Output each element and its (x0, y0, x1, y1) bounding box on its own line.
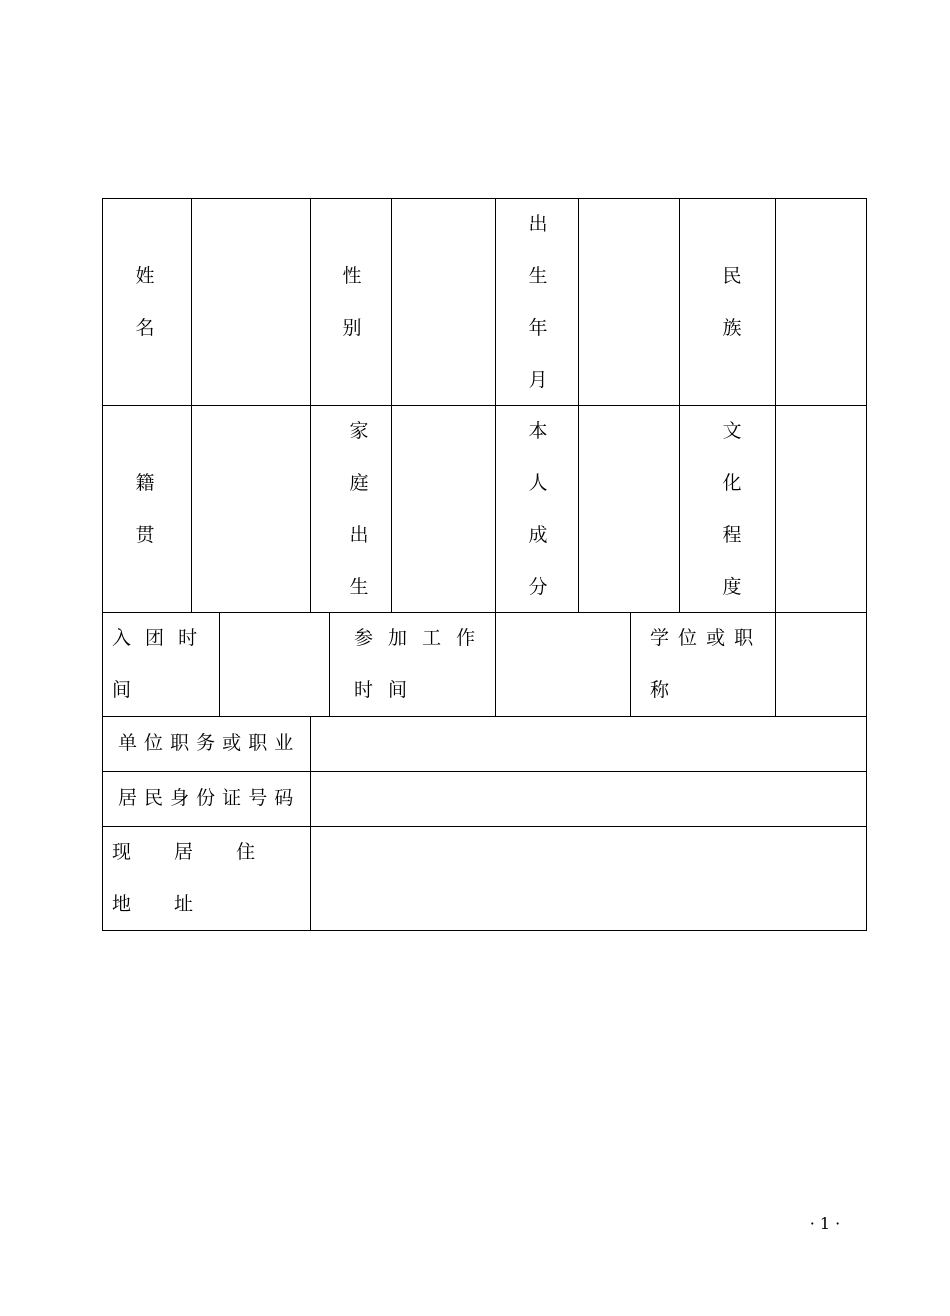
family-origin-value[interactable] (392, 405, 495, 612)
gender-label: 性别 (342, 265, 362, 339)
address-value[interactable] (311, 827, 866, 930)
gender-value[interactable] (392, 198, 495, 405)
work-start-label: 参 加 工 作 时 间 (354, 627, 476, 701)
ethnicity-value[interactable] (776, 198, 866, 405)
birth-label: 出生年月 (528, 213, 548, 391)
league-join-label: 入 团 时 间 (112, 627, 198, 701)
table-border-left (102, 198, 103, 931)
col-divider (310, 198, 311, 612)
col-divider (630, 612, 631, 716)
league-join-value[interactable] (220, 612, 329, 716)
page-number: · 1 · (809, 1214, 841, 1233)
registration-form (102, 198, 867, 931)
name-value[interactable] (192, 198, 310, 405)
degree-title-value[interactable] (776, 612, 866, 716)
address-label: 现 居 住 地 址 (112, 841, 256, 915)
family-origin-label: 家庭出生 (349, 420, 369, 598)
ethnicity-label: 民族 (722, 265, 742, 339)
id-number-label: 居 民 身 份 证 号 码 (118, 787, 294, 809)
table-border-bottom (102, 930, 867, 931)
degree-title-label: 学 位 或 职 称 (650, 627, 754, 701)
birth-value[interactable] (579, 198, 679, 405)
native-place-value[interactable] (192, 405, 310, 612)
education-value[interactable] (776, 405, 866, 612)
table-border-right (866, 198, 867, 931)
col-divider (495, 198, 496, 612)
personal-status-label: 本人成分 (528, 420, 548, 598)
work-start-value[interactable] (496, 612, 630, 716)
col-divider (329, 612, 330, 716)
name-label: 姓名 (135, 265, 155, 339)
education-label: 文化程度 (722, 420, 742, 598)
personal-status-value[interactable] (579, 405, 679, 612)
col-divider (679, 198, 680, 612)
native-place-label: 籍贯 (135, 472, 155, 546)
id-number-value[interactable] (311, 772, 866, 826)
position-value[interactable] (311, 717, 866, 771)
position-label: 单 位 职 务 或 职 业 (118, 732, 294, 754)
